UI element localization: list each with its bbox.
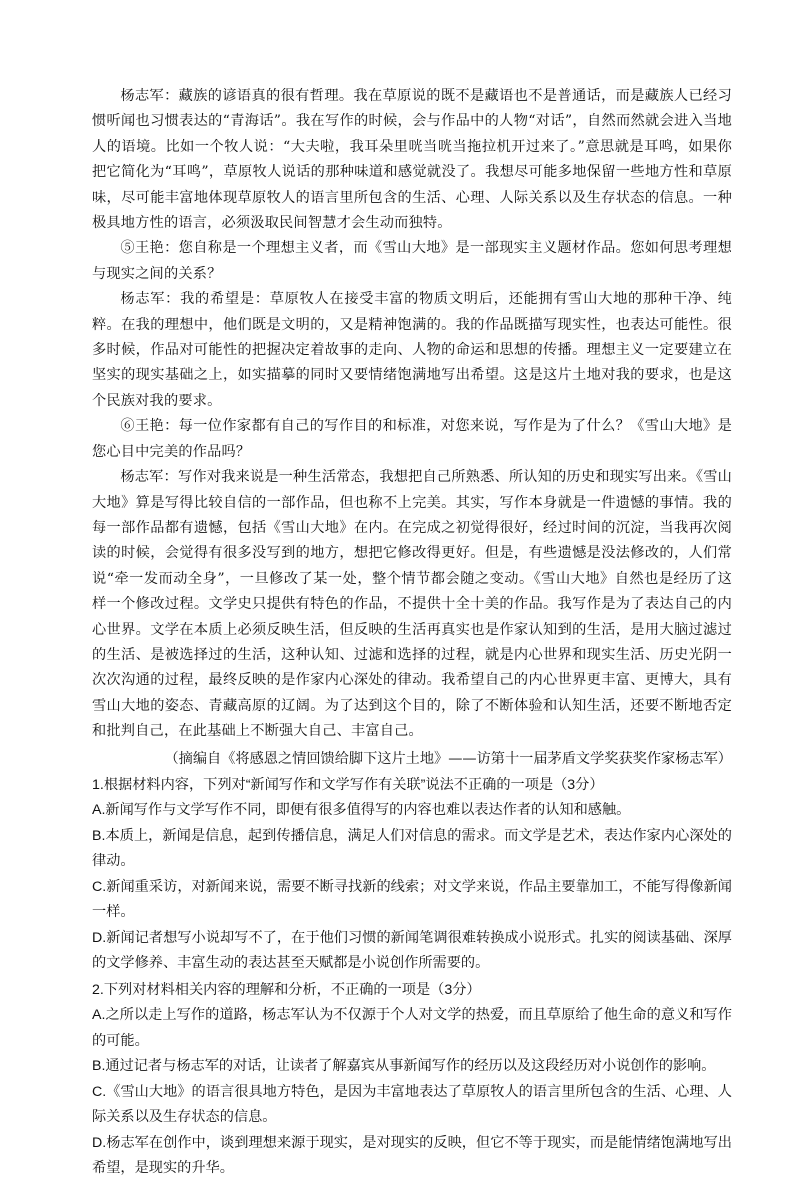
interview-paragraph: 杨志军：我的希望是：草原牧人在接受丰富的物质文明后，还能拥有雪山大地的那种干净、纯粹。在我的理想中，他们既是文明的，又是精神饱满的。我的作品既描写现实性，也表达可能性。很多时候，作品对可能性的把握决定着故事的走向、人物的命运和思想的传播。理想主义一定要建立在坚实的现实基础之上，如实描摹的同时又要情绪饱满地写出希望。这是这片土地对我的要求，也是这个民族对我的要求。 bbox=[92, 291, 732, 409]
question-stem: 1.根据材料内容，下列对“新闻写作和文学写作有关联”说法不正确的一项是（3分） bbox=[92, 776, 604, 793]
option-b: B.本质上，新闻是信息，起到传播信息，满足人们对信息的需求。而文学是艺术，表达作家内心深处的律动。 bbox=[92, 827, 732, 870]
interview-text bbox=[92, 84, 732, 745]
interview-paragraph: 杨志军：藏族的谚语真的很有哲理。我在草原说的既不是藏语也不是普通话，而是藏族人已经习惯听闻也习惯表达的“青海话”。我在写作的时候，会与作品中的人物“对话”，自然而然就会进入当地人的语境。比如一个牧人说：“大夫啦，我耳朵里咣当咣当拖拉机开过来了。”意思就是耳鸣，如果你把它简化为“耳鸣”，草原牧人说话的那种味道和感觉就没了。我想尽可能多地保留一些地方性和草原味，尽可能丰富地体现草原牧人的语言里所包含的生活、心理、人际关系以及生存状态的信息。一种极具地方性的语言，必须汲取民间智慧才会生动而独特。 bbox=[92, 88, 732, 232]
interview-question: ⑤王艳：您自称是一个理想主义者，而《雪山大地》是一部现实主义题材作品。您如何思考理想与现实之间的关系？ bbox=[92, 240, 732, 282]
option-b: B.通过记者与杨志军的对话，让读者了解嘉宾从事新闻写作的经历以及这段经历对小说创作的影响。 bbox=[92, 1058, 716, 1075]
question-2 bbox=[92, 978, 732, 1182]
document-page bbox=[92, 84, 732, 1182]
question-stem: 2.下列对材料相关内容的理解和分析，不正确的一项是（3分） bbox=[92, 981, 481, 998]
option-d: D.杨志军在创作中，谈到理想来源于现实，是对现实的反映，但它不等于现实，而是能情绪饱满地写出希望，是现实的升华。 bbox=[92, 1134, 732, 1177]
interview-question: ⑥王艳：每一位作家都有自己的写作目的和标准，对您来说，写作是为了什么？《雪山大地》是您心目中完美的作品吗？ bbox=[92, 418, 732, 460]
option-a: A.之所以走上写作的道路，杨志军认为不仅源于个人对文学的热爱，而且草原给了他生命的意义和写作的可能。 bbox=[92, 1007, 732, 1049]
interview-paragraph: 杨志军：写作对我来说是一种生活常态，我想把自己所熟悉、所认知的历史和现实写出来。《雪山大地》算是写得比较自信的一部作品，但也称不上完美。其实，写作本身就是一件遗憾的事情。我的每一部作品都有遗憾，包括《雪山大地》在内。在完成之初觉得很好，经过时间的沉淀，当我再次阅读的时候，会觉得有很多没写到的地方，想把它修改得更好。但是，有些遗憾是没法修改的，人们常说“牵一发而动全身”，一旦修改了某一处，整个情节都会随之变动。《雪山大地》自然也是经历了这样一个修改过程。文学史只提供有特色的作品，不提供十全十美的作品。我写作是为了表达自己的内心世界。文学在本质上必须反映生活，但反映的生活再真实也是作家认知到的生活，是用大脑过滤过的生活、是被选择过的生活，这种认知、过滤和选择的过程，就是内心世界和现实生活、历史光阴一次次沟通的过程，最终反映的是作家内心深处的律动。我希望自己的内心世界更丰富、更博大，具有雪山大地的姿态、青藏高原的辽阔。为了达到这个目的，除了不断体验和认知生活，还要不断地否定和批判自己，在此基础上不断强大自己、丰富自己。 bbox=[92, 469, 732, 740]
option-c: C.《雪山大地》的语言很具地方特色，是因为丰富地表达了草原牧人的语言里所包含的生活、心理、人际关系以及生存状态的信息。 bbox=[92, 1083, 732, 1126]
option-a: A.新闻写作与文学写作不同，即便有很多值得写的内容也难以表达作者的认知和感触。 bbox=[92, 802, 631, 819]
source-citation: （摘编自《将感恩之情回馈给脚下这片土地》——访第十一届茅盾文学奖获奖作家杨志军） bbox=[164, 750, 732, 767]
option-d: D.新闻记者想写小说却写不了，在于他们习惯的新闻笔调很难转换成小说形式。扎实的阅读基础、深厚的文学修养、丰富生动的表达甚至天赋都是小说创作所需要的。 bbox=[92, 929, 732, 972]
question-1 bbox=[92, 773, 732, 977]
option-c: C.新闻重采访，对新闻来说，需要不断寻找新的线索；对文学来说，作品主要靠加工，不能写得像新闻一样。 bbox=[92, 878, 732, 921]
question-section bbox=[92, 773, 732, 1182]
